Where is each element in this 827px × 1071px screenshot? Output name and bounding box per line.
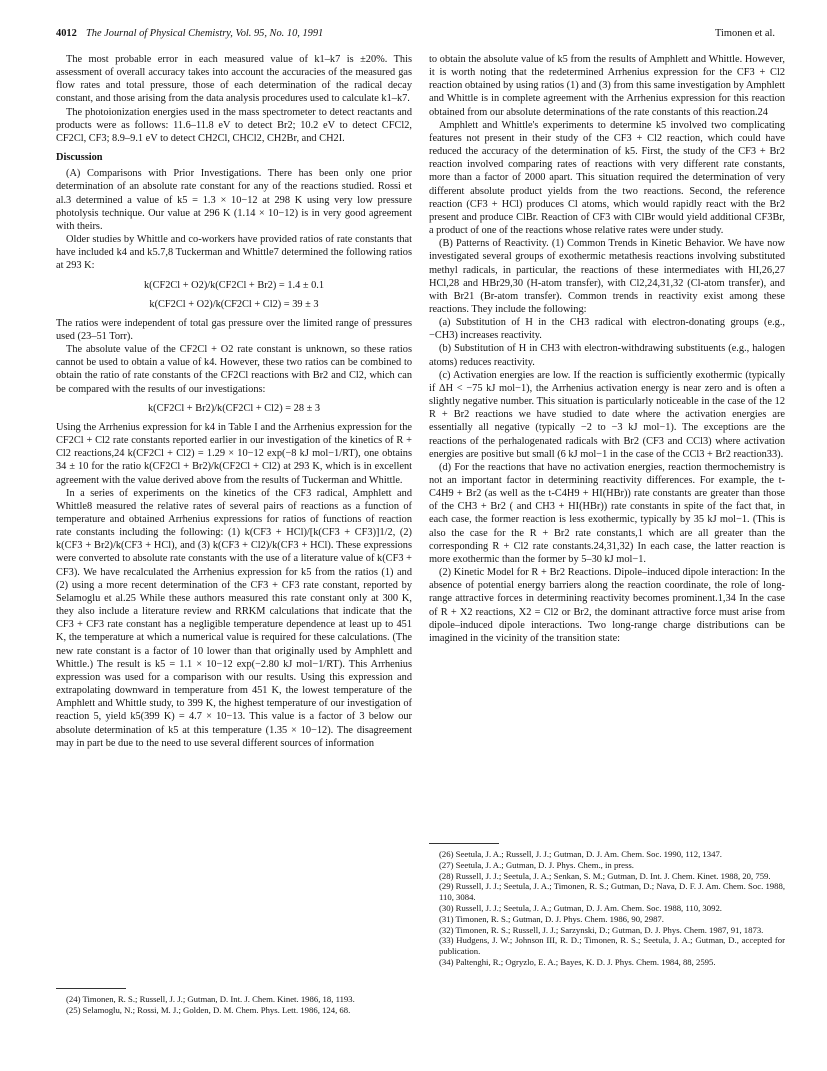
reference-29: (29) Russell, J. J.; Seetula, J. A.; Timonen, R. S.; Gutman, D.; Nava, D. F. J. Am. Chem. Soc. 1988, 110, 3084. [439,881,785,903]
right-column [429,53,785,645]
section-heading-discussion: Discussion [56,152,103,164]
equation-ratio-cl2: k(CF2Cl + O2)/k(CF2Cl + Cl2) = 39 ± 3 [149,298,319,310]
footnotes-left [56,988,412,1016]
paragraph-older-studies: Older studies by Whittle and co-workers have provided ratios of rate constants that have included k4 and k5.7,8 Tuckerman and Whittle7 determined the following ratios at 293 K: [56,234,412,272]
reference-28: (28) Russell, J. J.; Seetula, J. A.; Senkan, S. M.; Gutman, D. Int. J. Chem. Kinet. 1988, 20, 759. [439,870,771,881]
equation-ratio-br2: k(CF2Cl + O2)/k(CF2Cl + Br2) = 1.4 ± 0.1 [143,279,325,291]
paragraph-absolute-value: The absolute value of the CF2Cl + O2 rate constant is unknown, so these ratios cannot be used to obtain a value of k4. However, these two ratios can be combined to obtain the ratio of rate constants of the CF2Cl reactions with Br2 and Cl2, which can be compared with the results of our investigations: [56,344,412,395]
paragraph-kinetic-model: (2) Kinetic Model for R + Br2 Reactions. Dipole–induced dipole interaction: In the absence of potential energy barriers along the reaction coordinate, the role of long-range attractive forces in determining reactivity becomes prominent.1,34 In the case of R + X2 reactions, X2 = Cl2 or Br2, the dominant attractive force must arise from dipole–induced dipole interactions. Two long-range charge distributions can be imagined in the vicinity of the transition state: [429,567,785,644]
list-item-c: (c) Activation energies are low. If the reaction is sufficiently exothermic (typically if ΔH < −75 kJ mol−1), the Arrhenius activation energy is near zero and is often a slightly negative number. This situation is particularly noticeable in the case of the 12 R + Br2 reactions we have studied to date where the activation energies are essentially all negative (typically −2 to −3 kJ mol−1). The exceptions are the reactions of the perhalogenated radicals with Br2 (CF3 and CCl3) where activation energies are positive but small (6 kJ mol−1 in the case of the CCl3 + Br2 reaction33). [429,369,785,460]
reference-31: (31) Timonen, R. S.; Gutman, D. J. Phys. Chem. 1986, 90, 2987. [439,913,664,924]
reference-26: (26) Seetula, J. A.; Russell, J. J.; Gutman, D. J. Am. Chem. Soc. 1990, 112, 1347. [439,849,722,859]
equation-combined-ratio: k(CF2Cl + Br2)/k(CF2Cl + Cl2) = 28 ± 3 [147,402,321,414]
reference-34: (34) Paltenghi, R.; Ogryzlo, E. A.; Bayes, K. D. J. Phys. Chem. 1984, 88, 2595. [439,956,716,967]
journal-citation: The Journal of Physical Chemistry, Vol. 95, No. 10, 1991 [86,28,324,39]
paragraph-error-estimate: The most probable error in each measured value of k1–k7 is ±20%. This assessment of overall accuracy takes into account the accuracies of the measured gas flow rates and total pressure, those of each determination of the radical decay constant, and those arising from the data analysis procedures used to calculate k1–k7. [56,54,412,105]
reference-25: (25) Selamoglu, N.; Rossi, M. J.; Golden, D. M. Chem. Phys. Lett. 1986, 124, 68. [66,1004,351,1015]
page-header [56,28,775,46]
paragraph-continuation: to obtain the absolute value of k5 from the results of Amphlett and Whittle. However, it is worth noting that the redetermined Arrhenius expression for the CF3 + Cl2 reaction obtained by using ratios (1) and (3) from this same investigation by Amphlett and Whittle is in complete agreement with the Arrhenius expression for this reaction obtained from our absolute determinations of the rate constants of this reaction.24 [429,54,785,118]
paragraph-pressure: The ratios were independent of total gas pressure over the limited range of pressures used (23–51 Torr). [56,317,412,342]
paragraph-prior-investigations: (A) Comparisons with Prior Investigations. There has been only one prior determination of an absolute rate constant for any of the reactions studied. Rossi et al.3 determined a value of k5 = 1.3 × 10−12 at 298 K using very low pressure photolysis technique. Our value at 296 K (1.14 × 10−12) is in very good agreement with theirs. [56,168,412,232]
list-item-a: (a) Substitution of H in the CH3 radical with electron-donating groups (e.g., −CH3) increases reactivity. [429,317,785,342]
left-column [56,53,412,750]
reference-30: (30) Russell, J. J.; Seetula, J. A.; Gutman, D. J. Am. Chem. Soc. 1988, 110, 3092. [439,902,722,913]
reference-24: (24) Timonen, R. S.; Russell, J. J.; Gutman, D. Int. J. Chem. Kinet. 1986, 18, 1193. [66,994,355,1004]
reference-32: (32) Timonen, R. S.; Russell, J. J.; Sarzynski, D.; Gutman, D. J. Phys. Chem. 1987, 91, 1873. [439,924,764,935]
footnotes-right [429,843,785,968]
footnote-rule [429,843,499,844]
list-item-d: (d) For the reactions that have no activation energies, reaction thermochemistry is not an important factor in determining reactivity differences. For example, the t-C4H9 + Br2 (as well as the t-C4H9 + HI(HBr)) rate constants are greater than those of the CH3 + Br2 ( and CH3 + HI(HBr)) rate constants in spite of the fact that, in each case, the former reaction is less exothermic, typically by 35 kJ mol−1. (This is also the case for the R + Br2 rate constants,1 which are all greater than the corresponding R + Cl2 rate constants.24,31,32) In each case, the latter reaction is more exothermic than the former by 5–30 kJ mol−1. [429,461,785,565]
paragraph-patterns-reactivity: (B) Patterns of Reactivity. (1) Common Trends in Kinetic Behavior. We have now investigated several groups of exothermic metathesis reactions involving substituted methyl radicals, in particular, the reactions of these intermediates with HI,26,27 HCl,28 and HBr29,30 (H-atom transfer), with Cl2,24,31,32 (Cl-atom transfer), and with Br21 (Br-atom transfer). Common trends in reactivity exist among these reactions. They include the following: [429,238,785,315]
page-number: 4012 [56,28,77,39]
paragraph-complicating-features: Amphlett and Whittle's experiments to determine k5 involved two complicating features not present in their study of the CF3 + Cl2 reaction, which could have reduced the accuracy of the determination of k5. First, the study of the CF3 + Br2 reaction involved comparing rates of reactions with very different rate constants, more than a factor of 2000 apart. This situation required the determination of very different absolute product yields from the two reactions. Second, the reference reaction (CF3 + HCl) produces Cl atoms, which would rapidly react with the Br2 present and produce ClBr. Reaction of CF3 with ClBr would yield additional CF3Br, a product of one of the reactions whose relative rates were under study. [429,119,785,237]
running-author: Timonen et al. [715,28,775,39]
footnote-rule [56,988,126,989]
list-item-b: (b) Substitution of H in CH3 with electron-withdrawing substituents (e.g., halogen atoms) reduces reactivity. [429,343,785,368]
reference-33: (33) Hudgens, J. W.; Johnson III, R. D.; Timonen, R. S.; Seetula, J. A.; Gutman, D., accepted for publication. [439,935,785,957]
reference-27: (27) Seetula, J. A.; Gutman, D. J. Phys. Chem., in press. [439,859,634,870]
paragraph-arrhenius-k4: Using the Arrhenius expression for k4 in Table I and the Arrhenius expression for the CF2Cl + Cl2 rate constants reported earlier in our investigation of the kinetics of R + Cl2 reactions,24 k(CF2Cl + Cl2) = 1.29 × 10−12 exp(−8 kJ mol−1/RT), one obtains 34 ± 10 for the ratio k(CF2Cl + Br2)/k(CF2Cl + Cl2) at 293 K, which is in excellent agreement with the value derived above from the results of Tuckerman and Whittle. [56,421,412,486]
paragraph-photoionization: The photoionization energies used in the mass spectrometer to detect reactants and products were as follows: 11.6–11.8 eV to detect Br2; 10.2 eV to detect CFCl2, CF2Cl, CF3; 8.9–9.1 eV to detect CH2Cl, CHCl2, CH2Br, and CH2I. [56,106,412,144]
paragraph-cf3-experiments: In a series of experiments on the kinetics of the CF3 radical, Amphlett and Whittle8 measured the relative rates of several pairs of reactions as a function of temperature and obtained Arrhenius expressions for ratios of functions of reaction rate constants including the following: (1) k(CF3 + HCl)/[k(CF3 + CF3)]1/2, (2) k(CF3 + Br2)/k(CF3 + HCl), and (3) k(CF3 + Cl2)/k(CF3 + HCl). These expressions were converted to absolute rate constants with the use of a literature value of k(CF3 + CF3). We have recalculated the Arrhenius expression for k5 from the ratios (1) and (2) using a more recent determination of the CF3 + CF3 rate constant, reported by Selamoglu et al.25 While these authors measured this rate constant only at 300 K, they also include a literature review and RRKM calculations that indicate that the CF3 + CF3 rate constant has a negligible temperature dependence at least up to 451 K, the temperature at which a numerical value is required for these calculations. (The new rate constant is a factor of 10 lower than that originally used by Amphlett and Whittle.) The result is k5 = 1.1 × 10−12 exp(−2.80 kJ mol−1/RT). This Arrhenius expression was used for a comparison with our results. Using this expression and extrapolating downward in temperature from 451 K, the lowest temperature of the Amphlett and Whittle study, to 399 K, the highest temperature of our investigation of reaction 5, yield k5(399 K) = 4.7 × 10−13. This value is a factor of 3 below our absolute determination of k5 at this temperature (1.35 × 10−12). The disagreement may in part be due to the need to use several different sources of information [56,487,412,749]
